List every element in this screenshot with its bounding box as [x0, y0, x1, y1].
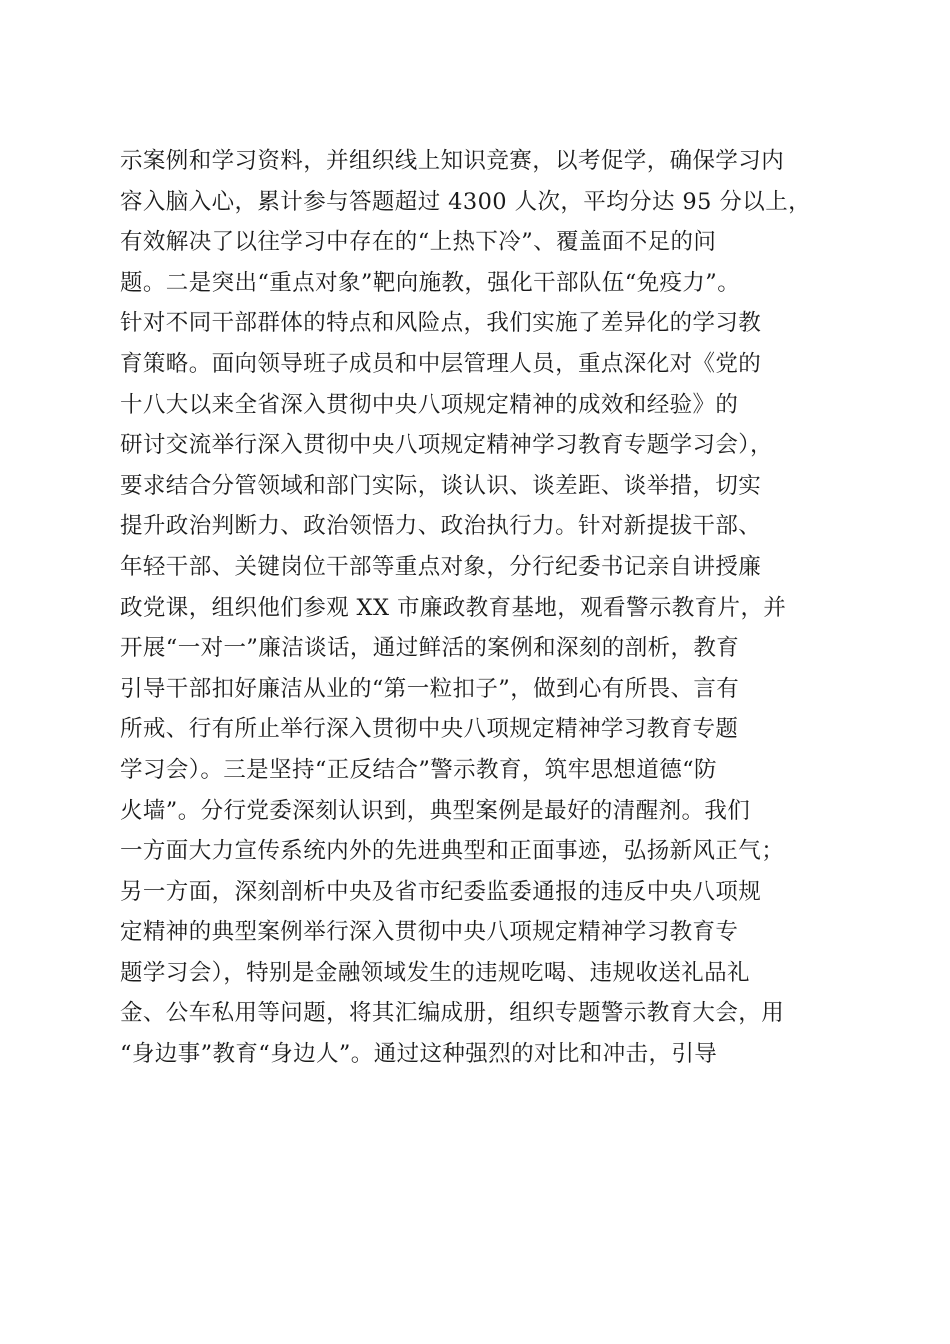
text-line-22: 金、公车私用等问题，将其汇编成册，组织专题警示教育大会，用 [120, 1000, 785, 1027]
text-line-18: 一方面大力宣传系统内外的先进典型和正面事迹，弘扬新风正气； [120, 838, 785, 865]
text-line-23: “身边事”教育“身边人”。通过这种强烈的对比和冲击，引导 [120, 1041, 718, 1068]
text-line-13: 开展“一对一”廉洁谈话，通过鲜活的案例和深刻的剖析，教育 [120, 635, 740, 662]
text-line-21: 题学习会），特别是金融领域发生的违规吃喝、违规收送礼品礼 [120, 959, 750, 986]
text-line-1: 示案例和学习资料，并组织线上知识竞赛，以考促学，确保学习内 [120, 148, 785, 174]
text-line-4: 题。二是突出“重点对象”靶向施教，强化干部队伍“免疫力”。 [120, 269, 741, 296]
text-line-3: 有效解决了以往学习中存在的“上热下冷”、覆盖面不足的问 [120, 229, 717, 256]
text-line-19: 另一方面，深刻剖析中央及省市纪委监委通报的违反中央八项规 [120, 878, 762, 905]
text-line-16: 学习会）。三是坚持“正反结合”警示教育，筑牢思想道德“防 [120, 756, 717, 783]
text-line-2: 容入脑入心，累计参与答题超过 4300 人次，平均分达 95 分以上， [120, 188, 812, 215]
text-line-12: 政党课，组织他们参观 XX 市廉政教育基地，观看警示教育片，并 [120, 594, 787, 621]
text-line-8: 研讨交流举行深入贯彻中央八项规定精神学习教育专题学习会）， [120, 432, 773, 459]
text-line-11: 年轻干部、关键岗位干部等重点对象，分行纪委书记亲自讲授廉 [120, 553, 762, 580]
text-line-14: 引导干部扣好廉洁从业的“第一粒扣子”，做到心有所畏、言有 [120, 675, 740, 702]
text-line-5: 针对不同干部群体的特点和风险点，我们实施了差异化的学习教 [120, 310, 762, 337]
text-line-20: 定精神的典型案例举行深入贯彻中央八项规定精神学习教育专 [120, 919, 739, 946]
text-line-7: 十八大以来全省深入贯彻中央八项规定精神的成效和经验》的 [120, 391, 739, 418]
body-paragraph [120, 141, 832, 1075]
text-line-9: 要求结合分管领域和部门实际，谈认识、谈差距、谈举措，切实 [120, 472, 762, 499]
text-line-17: 火墙”。分行党委深刻认识到，典型案例是最好的清醒剂。我们 [120, 797, 751, 824]
text-line-6: 育策略。面向领导班子成员和中层管理人员，重点深化对《党的 [120, 350, 762, 377]
text-line-15: 所戒、行有所止举行深入贯彻中央八项规定精神学习教育专题 [120, 716, 739, 743]
text-line-10: 提升政治判断力、政治领悟力、政治执行力。针对新提拔干部、 [120, 513, 762, 540]
